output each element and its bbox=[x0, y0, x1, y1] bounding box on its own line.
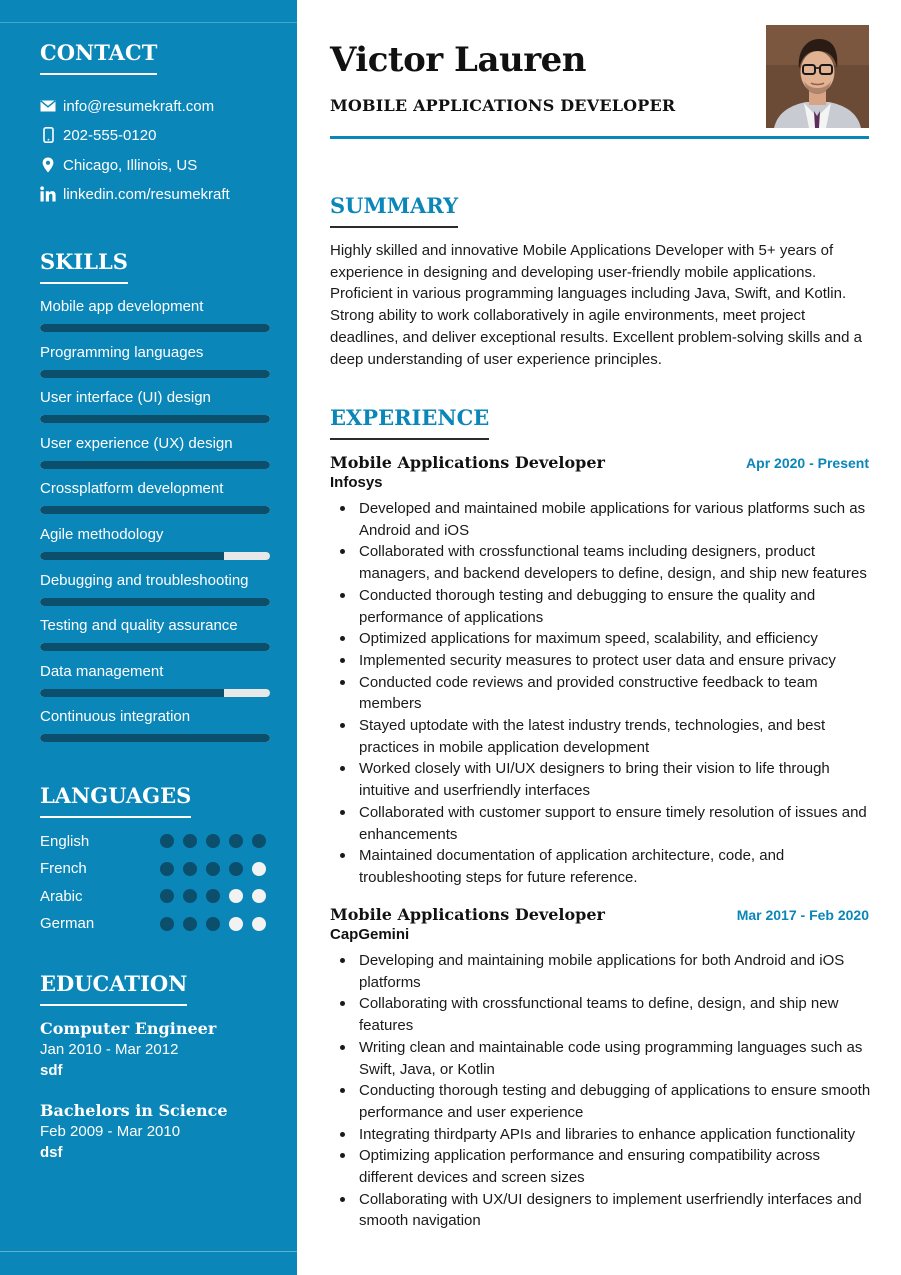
mail-icon bbox=[40, 98, 56, 114]
rating-dot-empty bbox=[252, 889, 266, 903]
skill-item bbox=[40, 435, 270, 469]
skill-bar bbox=[40, 415, 270, 423]
skill-item bbox=[40, 617, 270, 651]
job-bullets bbox=[330, 950, 875, 1232]
skill-label: Agile methodology bbox=[40, 526, 164, 543]
skill-bar-fill bbox=[40, 415, 270, 423]
skill-item bbox=[40, 344, 270, 378]
rating-dot-empty bbox=[252, 862, 266, 876]
job-bullet: Collaborated with customer support to ensure timely resolution of issues and enhancements bbox=[330, 802, 875, 845]
skill-bar bbox=[40, 689, 270, 697]
rating-dot-empty bbox=[229, 889, 243, 903]
education-item bbox=[40, 1019, 216, 1081]
sidebar-bottom-divider bbox=[0, 1251, 297, 1252]
header-divider bbox=[330, 136, 869, 139]
rating-dot-filled bbox=[206, 917, 220, 931]
job-bullet: Collaborating with crossfunctional teams to define, design, and ship new features bbox=[330, 993, 875, 1036]
job-bullet: Collaborating with UX/UI designers to implement userfriendly interfaces and smooth navigation bbox=[330, 1189, 875, 1232]
job-bullet: Writing clean and maintainable code using programming languages such as Swift, Java, or Kotlin bbox=[330, 1037, 875, 1080]
job-bullet: Optimized applications for maximum speed, scalability, and efficiency bbox=[330, 628, 875, 650]
skill-item bbox=[40, 663, 270, 697]
education-heading: EDUCATION bbox=[40, 971, 187, 1006]
rating-dot-filled bbox=[160, 917, 174, 931]
skill-item bbox=[40, 480, 270, 514]
job-bullet: Maintained documentation of application architecture, code, and troubleshooting steps for future reference. bbox=[330, 845, 875, 888]
skill-label: Data management bbox=[40, 662, 164, 680]
rating-dot-empty bbox=[252, 917, 266, 931]
skill-bar-fill bbox=[40, 598, 270, 606]
rating-dot-filled bbox=[183, 834, 197, 848]
job-bullets bbox=[330, 498, 875, 889]
profile-photo bbox=[766, 25, 869, 128]
skill-bar bbox=[40, 643, 270, 651]
job-bullet: Conducted code reviews and provided constructive feedback to team members bbox=[330, 672, 875, 715]
map-pin-icon bbox=[40, 157, 56, 173]
education-degree: Computer Engineer bbox=[40, 1019, 217, 1038]
rating-dot-filled bbox=[160, 862, 174, 876]
rating-dot-filled bbox=[183, 917, 197, 931]
rating-dot-filled bbox=[229, 862, 243, 876]
language-name: Arabic bbox=[40, 887, 83, 905]
language-rating bbox=[160, 917, 275, 931]
skill-bar bbox=[40, 506, 270, 514]
education-dates: Feb 2009 - Mar 2010 bbox=[40, 1123, 181, 1140]
skill-bar bbox=[40, 370, 270, 378]
skill-item bbox=[40, 526, 270, 560]
summary-text: Highly skilled and innovative Mobile Applications Developer with 5+ years of experience in designing and developing user-friendly mobile applications. Proficient in various programming languages including Java, Swift, and Kotlin. Strong ability to work collaboratively in agile environments, meet project deadlines, and deliver exceptional results. Excellent problem-solving skills and a deep understanding of user experience principles. bbox=[330, 242, 862, 368]
skill-label: User experience (UX) design bbox=[40, 434, 233, 452]
rating-dot-filled bbox=[183, 889, 197, 903]
linkedin-icon bbox=[40, 186, 56, 202]
skill-label: Debugging and troubleshooting bbox=[40, 571, 249, 589]
education-school: dsf bbox=[40, 1144, 63, 1161]
job-bullet: Integrating thirdparty APIs and libraries to enhance application functionality bbox=[330, 1124, 875, 1146]
contact-linkedin-text: linkedin.com/resumekraft bbox=[63, 185, 230, 203]
skills-heading: SKILLS bbox=[40, 249, 128, 284]
language-item bbox=[40, 831, 270, 851]
contact-linkedin[interactable] bbox=[40, 184, 230, 204]
language-name: German bbox=[40, 915, 95, 932]
summary-heading: SUMMARY bbox=[330, 193, 458, 228]
skill-bar bbox=[40, 734, 270, 742]
skill-bar-fill bbox=[40, 689, 224, 697]
skill-label: Crossplatform development bbox=[40, 480, 224, 498]
skill-item bbox=[40, 572, 270, 606]
rating-dot-filled bbox=[160, 834, 174, 848]
candidate-name: Victor Lauren bbox=[330, 40, 586, 80]
contact-phone-text: 202-555-0120 bbox=[63, 126, 157, 144]
language-rating bbox=[160, 834, 275, 848]
contact-location bbox=[40, 155, 197, 175]
rating-dot-filled bbox=[229, 834, 243, 848]
language-rating bbox=[160, 862, 275, 876]
skill-bar bbox=[40, 324, 270, 332]
job-dates: Apr 2020 - Present bbox=[746, 455, 869, 471]
skill-bar-fill bbox=[40, 734, 270, 742]
education-school: sdf bbox=[40, 1062, 63, 1079]
job-role: Mobile Applications Developer bbox=[330, 453, 605, 472]
skill-bar-fill bbox=[40, 324, 270, 332]
language-item bbox=[40, 886, 270, 906]
contact-email-text: info@resumekraft.com bbox=[63, 97, 215, 115]
experience-heading: EXPERIENCE bbox=[330, 405, 489, 440]
skill-bar-fill bbox=[40, 506, 270, 514]
sidebar-top-divider bbox=[0, 22, 297, 23]
skill-bar-fill bbox=[40, 370, 270, 378]
job-dates: Mar 2017 - Feb 2020 bbox=[736, 907, 869, 923]
education-degree: Bachelors in Science bbox=[40, 1101, 228, 1120]
skill-label: Continuous integration bbox=[40, 708, 191, 726]
language-rating bbox=[160, 889, 275, 903]
job-header bbox=[330, 905, 869, 943]
rating-dot-empty bbox=[229, 917, 243, 931]
skill-bar-fill bbox=[40, 552, 224, 560]
job-bullet: Developed and maintained mobile applications for various platforms such as Android and iOS bbox=[330, 498, 875, 541]
skill-label: User interface (UI) design bbox=[40, 389, 211, 407]
rating-dot-filled bbox=[206, 862, 220, 876]
job-bullet: Conducting thorough testing and debugging of applications to ensure smooth performance and user experience bbox=[330, 1080, 875, 1123]
contact-location-text: Chicago, Illinois, US bbox=[63, 156, 198, 174]
language-item bbox=[40, 914, 270, 934]
skill-item bbox=[40, 708, 270, 742]
skill-bar bbox=[40, 552, 270, 560]
job-role: Mobile Applications Developer bbox=[330, 905, 605, 924]
rating-dot-filled bbox=[160, 889, 174, 903]
contact-email[interactable] bbox=[40, 96, 214, 116]
rating-dot-filled bbox=[183, 862, 197, 876]
languages-heading: LANGUAGES bbox=[40, 783, 191, 818]
skill-item bbox=[40, 298, 270, 332]
job-bullet: Developing and maintaining mobile applications for both Android and iOS platforms bbox=[330, 950, 875, 993]
candidate-title: MOBILE APPLICATIONS DEVELOPER bbox=[330, 96, 676, 115]
job-company: Infosys bbox=[330, 474, 383, 491]
skill-bar-fill bbox=[40, 461, 270, 469]
job-bullet: Collaborated with crossfunctional teams including designers, product managers, and backend developers to define, design, and ship new features bbox=[330, 541, 875, 584]
rating-dot-filled bbox=[252, 834, 266, 848]
job-bullet: Implemented security measures to protect user data and ensure privacy bbox=[330, 650, 875, 672]
job-bullet: Worked closely with UI/UX designers to bring their vision to life through intuitive and userfriendly interfaces bbox=[330, 758, 875, 801]
skill-item bbox=[40, 389, 270, 423]
language-name: French bbox=[40, 860, 87, 877]
sidebar bbox=[0, 0, 297, 1275]
phone-icon bbox=[40, 127, 56, 143]
language-item bbox=[40, 859, 270, 879]
job-bullet: Conducted thorough testing and debugging to ensure the quality and performance of applications bbox=[330, 585, 875, 628]
job-company: CapGemini bbox=[330, 926, 410, 943]
skill-bar bbox=[40, 598, 270, 606]
education-item bbox=[40, 1101, 228, 1163]
rating-dot-filled bbox=[206, 889, 220, 903]
skill-label: Programming languages bbox=[40, 343, 204, 361]
skill-bar bbox=[40, 461, 270, 469]
rating-dot-filled bbox=[206, 834, 220, 848]
education-dates: Jan 2010 - Mar 2012 bbox=[40, 1041, 179, 1058]
contact-heading: CONTACT bbox=[40, 40, 157, 75]
skill-label: Mobile app development bbox=[40, 298, 204, 315]
job-bullet: Stayed uptodate with the latest industry trends, technologies, and best practices in mobile application development bbox=[330, 715, 875, 758]
job-bullet: Optimizing application performance and ensuring compatibility across different devices and screen sizes bbox=[330, 1145, 875, 1188]
skill-label: Testing and quality assurance bbox=[40, 617, 238, 635]
skill-bar-fill bbox=[40, 643, 270, 651]
contact-phone[interactable] bbox=[40, 125, 156, 145]
job-header bbox=[330, 453, 869, 491]
language-name: English bbox=[40, 832, 90, 850]
